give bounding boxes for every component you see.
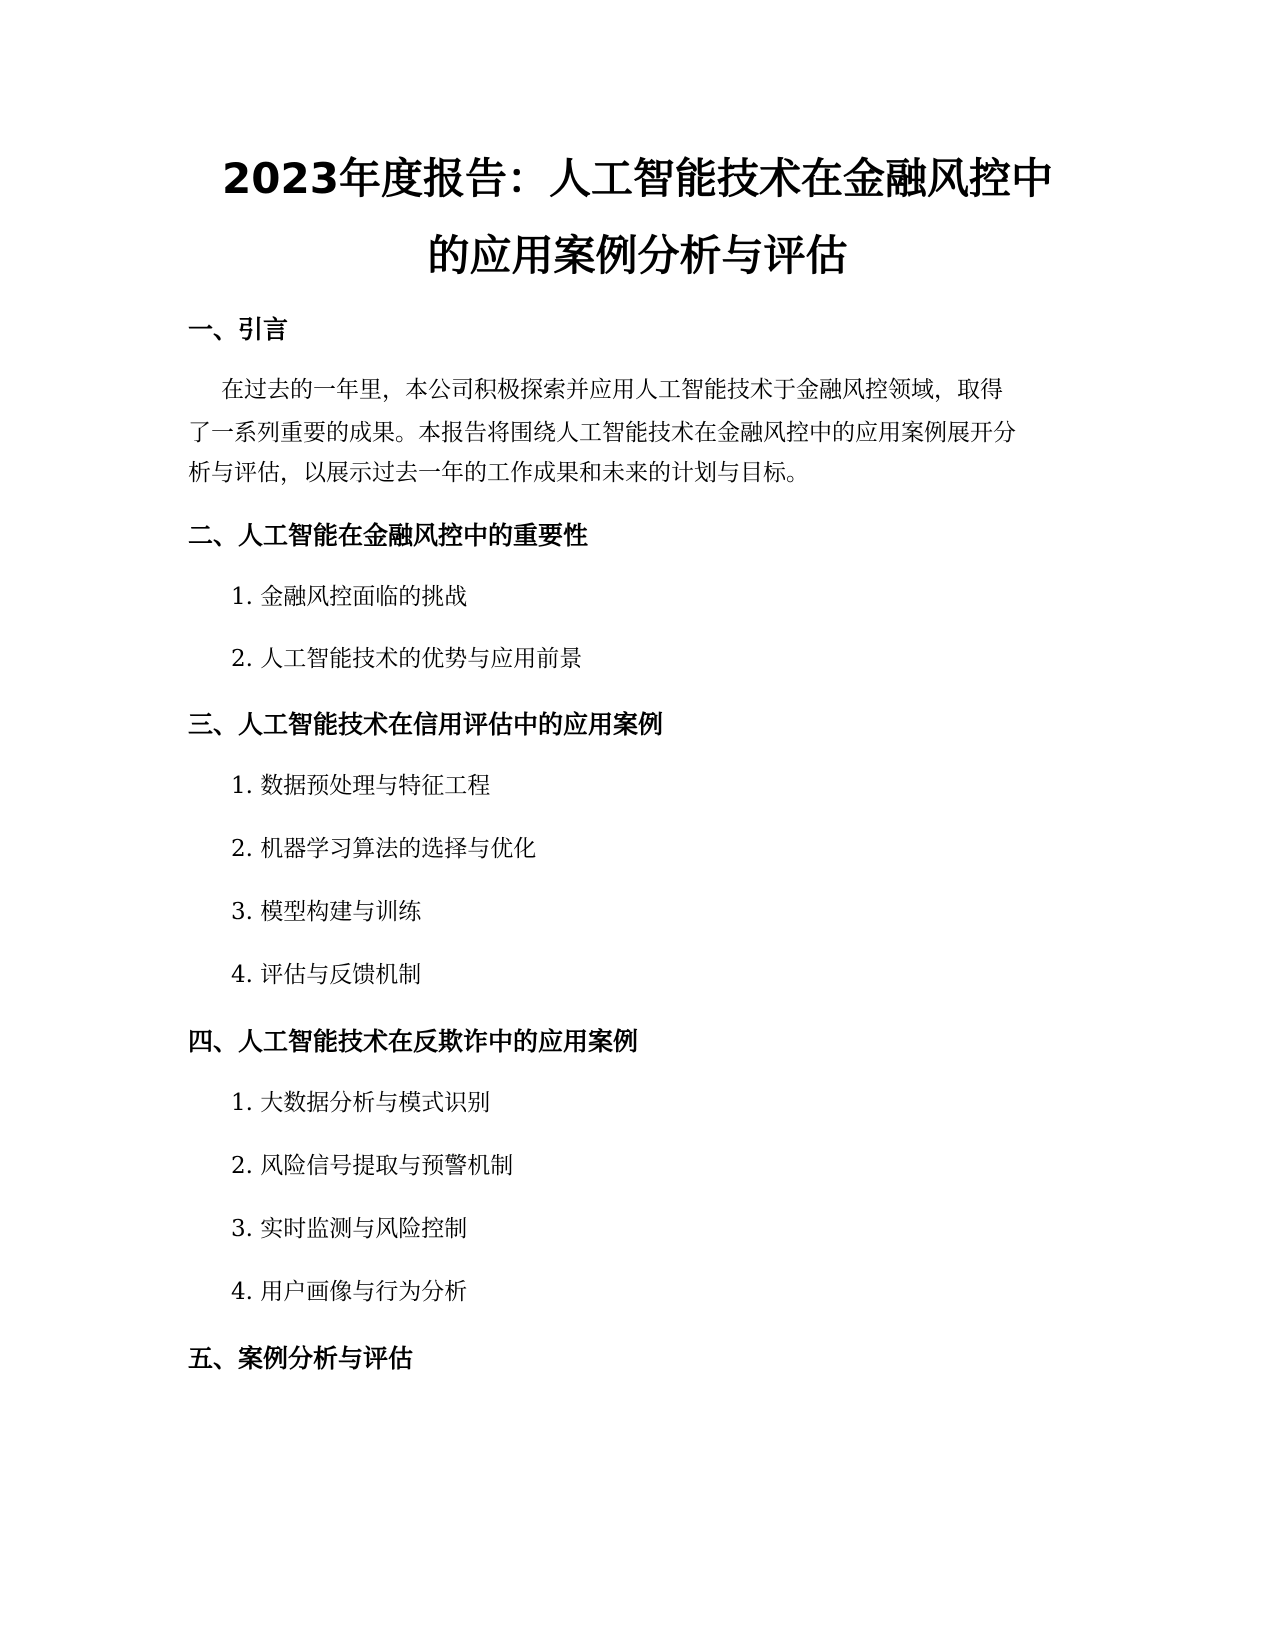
list-item: 1. 大数据分析与模式识别 [231, 1090, 491, 1116]
list-item: 4. 用户画像与行为分析 [231, 1279, 468, 1305]
list-item: 2. 人工智能技术的优势与应用前景 [231, 646, 583, 672]
intro-paragraph-line-3: 析与评估，以展示过去一年的工作成果和未来的计划与目标。 [188, 460, 809, 486]
list-item: 2. 风险信号提取与预警机制 [231, 1153, 514, 1179]
section-heading-introduction: 一、引言 [188, 315, 289, 344]
list-item: 4. 评估与反馈机制 [231, 962, 422, 988]
intro-paragraph-line-1: 在过去的一年里，本公司积极探索并应用人工智能技术于金融风控领域，取得 [221, 377, 1003, 403]
list-item: 1. 数据预处理与特征工程 [231, 773, 491, 799]
section-heading-importance: 二、人工智能在金融风控中的重要性 [188, 521, 589, 550]
section-heading-case-analysis: 五、案例分析与评估 [188, 1344, 414, 1373]
list-item: 1. 金融风控面临的挑战 [231, 584, 468, 610]
section-heading-anti-fraud: 四、人工智能技术在反欺诈中的应用案例 [188, 1027, 639, 1056]
list-item: 3. 模型构建与训练 [231, 899, 422, 925]
list-item: 3. 实时监测与风险控制 [231, 1216, 468, 1242]
list-item: 2. 机器学习算法的选择与优化 [231, 836, 537, 862]
intro-paragraph-line-2: 了一系列重要的成果。本报告将围绕人工智能技术在金融风控中的应用案例展开分 [188, 420, 1016, 446]
section-heading-credit-assessment: 三、人工智能技术在信用评估中的应用案例 [188, 710, 664, 739]
document-title-line-1: 2023年度报告：人工智能技术在金融风控中 [222, 154, 1053, 203]
document-title-line-2: 的应用案例分析与评估 [427, 231, 848, 280]
